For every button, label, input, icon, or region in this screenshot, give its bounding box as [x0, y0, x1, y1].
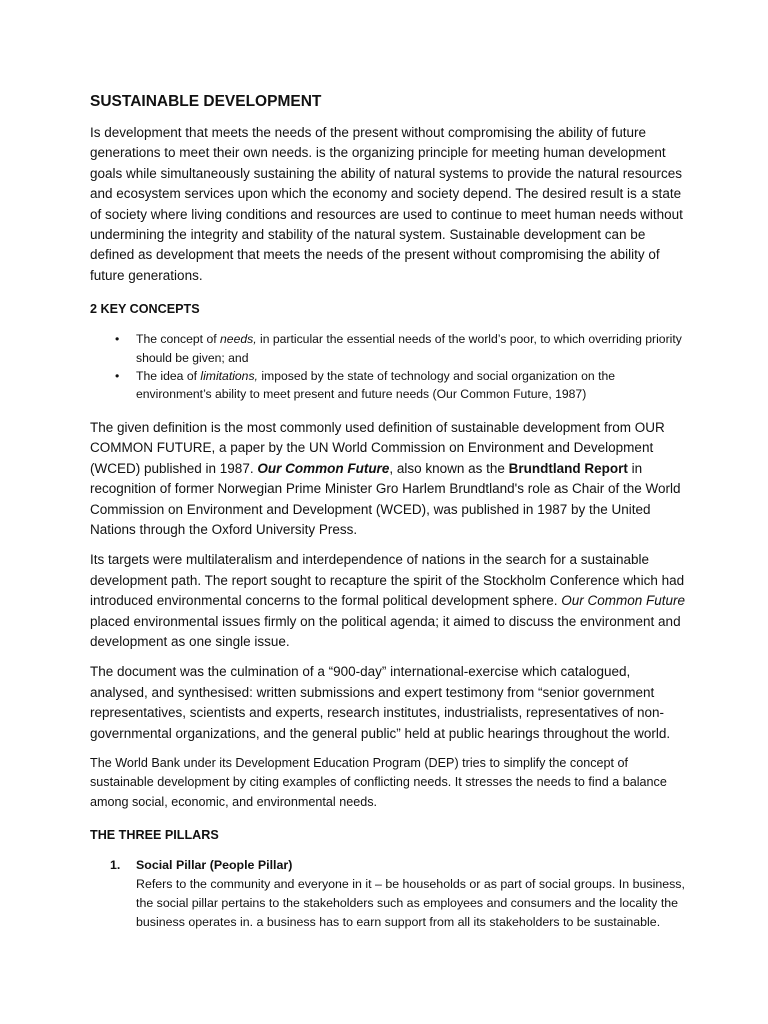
concept-text-after: in particular the essential needs of the world’s poor, to which overriding priority should be given; and — [136, 332, 682, 365]
list-item — [90, 367, 688, 404]
targets-text-1: Its targets were multilateralism and interdependence of nations in the search for a sustainable development path. The report sought to recapture the spirit of the Stockholm Conference which had introduced environmental concerns to the formal political development sphere. — [90, 552, 685, 609]
definition-text-2: , also known as the — [389, 460, 509, 476]
targets-paragraph — [90, 550, 688, 652]
pillars-list — [90, 856, 688, 932]
key-concepts-list — [90, 330, 688, 404]
concept-text-before: The concept of — [136, 332, 221, 347]
report-title-italic: Our Common Future — [257, 460, 390, 476]
concept-emphasis: needs, — [220, 332, 257, 347]
bullet-icon: • — [115, 369, 120, 384]
targets-text-2: placed environmental issues firmly on the political agenda; it aimed to discuss the environment and development as one single issue. — [90, 613, 681, 649]
concept-emphasis: limitations, — [200, 369, 258, 384]
pillar-number: 1. — [110, 858, 121, 873]
world-bank-paragraph: The World Bank under its Development Education Program (DEP) tries to simplify the concept of sustainable development by citing examples of conflicting needs. It stresses the needs to find a balance among social, economic, and environmental needs. — [90, 755, 667, 809]
page-title: SUSTAINABLE DEVELOPMENT — [90, 93, 322, 110]
document-paragraph: The document was the culmination of a “900-day” international-exercise which catalogued, analysed, and synthesised: written submissions and expert testimony from “senior government representatives, scientists and experts, research institutes, industrialists, representatives of non-governmental organizations, and the general public” held at public hearings throughout the world. — [90, 664, 671, 741]
report-title-emphasis — [257, 461, 389, 476]
definition-text-3: in recognition of former Norwegian Prime Minister Gro Harlem Brundtland's role as Chair of the World Commission on Environment and Development (WCED), was published in 1987 by the United Nations through the Oxford University Press. — [90, 460, 681, 537]
list-item — [90, 856, 688, 932]
pillar-title: Social Pillar (People Pillar) — [136, 858, 293, 873]
brundtland-report-bold: Brundtland Report — [508, 460, 628, 476]
key-concepts-heading: 2 KEY CONCEPTS — [90, 302, 200, 317]
definition-paragraph — [90, 418, 688, 540]
definition-text-1: The given definition is the most commonly used definition of sustainable development from OUR COMMON FUTURE, a paper by the UN World Commission on Environment and Development (WCED) published in 1987. — [90, 419, 665, 476]
report-title-italic: Our Common Future — [561, 593, 686, 609]
concept-text-after: imposed by the state of technology and social organization on the environment’s ability to meet present and future needs (Our Common Future, 1987) — [136, 369, 616, 402]
list-item — [90, 330, 688, 367]
three-pillars-heading: THE THREE PILLARS — [90, 828, 219, 843]
pillar-body: Refers to the community and everyone in it – be households or as part of social groups. In business, the social pillar pertains to the stakeholders such as employees and consumers and the locality the business operates in. a business has to earn support from all its stakeholders to be sustainable. — [136, 877, 685, 930]
bullet-icon: • — [115, 332, 120, 347]
intro-paragraph: Is development that meets the needs of the present without compromising the ability of future generations to meet their own needs. is the organizing principle for meeting human development goals while simultaneously sustaining the ability of natural systems to provide the natural resources and ecosystem services upon which the economy and society depend. The desired result is a state of society where living conditions and resources are used to continue to meet human needs without undermining the integrity and stability of the natural system. Sustainable development can be defined as development that meets the needs of the present without compromising the ability of future generations. — [90, 125, 683, 283]
concept-text-before: The idea of — [136, 369, 201, 384]
